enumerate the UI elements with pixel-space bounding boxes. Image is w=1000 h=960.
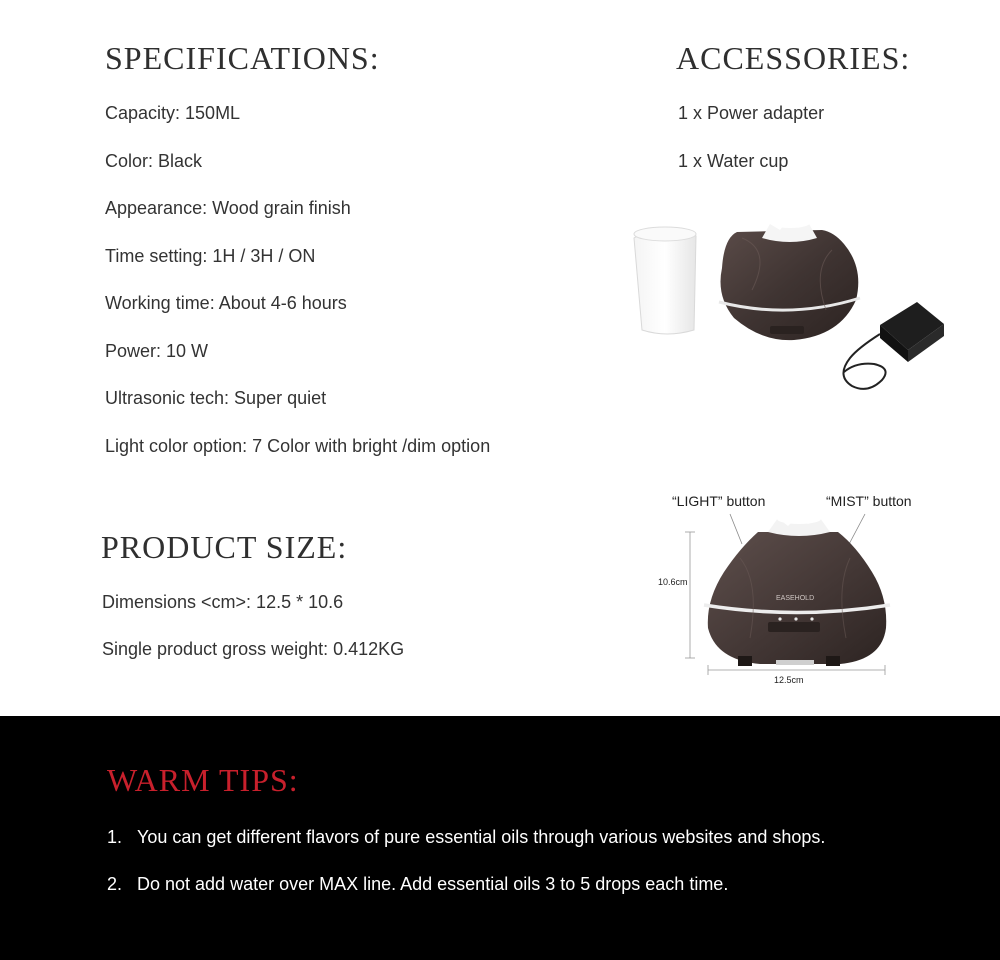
light-button-label: “LIGHT” button	[672, 493, 766, 509]
water-cup-image	[634, 227, 696, 334]
width-label: 12.5cm	[774, 675, 804, 685]
brand-mark: EASEHOLD	[776, 595, 815, 602]
spec-ultrasonic: Ultrasonic tech: Super quiet	[105, 388, 327, 408]
specifications-title: SPECIFICATIONS:	[105, 40, 380, 76]
spec-power: Power: 10 W	[105, 341, 209, 361]
height-label: 10.6cm	[658, 577, 688, 587]
spec-appearance: Appearance: Wood grain finish	[105, 198, 351, 218]
spec-time-setting: Time setting: 1H / 3H / ON	[105, 246, 316, 266]
dimension-diagram	[650, 488, 950, 698]
tip-number-1: 1.	[107, 827, 123, 847]
product-photo	[612, 180, 960, 465]
mist-button-label: “MIST” button	[826, 493, 912, 509]
accessory-power-adapter: 1 x Power adapter	[678, 103, 825, 123]
product-size-title: PRODUCT SIZE:	[101, 529, 348, 565]
accessories-title: ACCESSORIES:	[676, 40, 911, 76]
tip-text-1: You can get different flavors of pure essential oils through various websites and shops.	[137, 827, 826, 847]
tip-text-2: Do not add water over MAX line. Add essential oils 3 to 5 drops each time.	[137, 874, 729, 894]
size-gross-weight: Single product gross weight: 0.412KG	[102, 639, 405, 659]
spec-light-color: Light color option: 7 Color with bright /dim option	[105, 436, 491, 456]
size-dimensions: Dimensions <cm>: 12.5 * 10.6	[102, 592, 344, 612]
spec-color: Color: Black	[105, 151, 203, 171]
power-adapter-image	[843, 302, 944, 389]
accessory-water-cup: 1 x Water cup	[678, 151, 789, 171]
warm-tips-title: WARM TIPS:	[107, 762, 299, 798]
tip-number-2: 2.	[107, 874, 123, 894]
spec-working-time: Working time: About 4-6 hours	[105, 293, 347, 313]
spec-capacity: Capacity: 150ML	[105, 103, 241, 123]
diffuser-image	[719, 218, 860, 340]
